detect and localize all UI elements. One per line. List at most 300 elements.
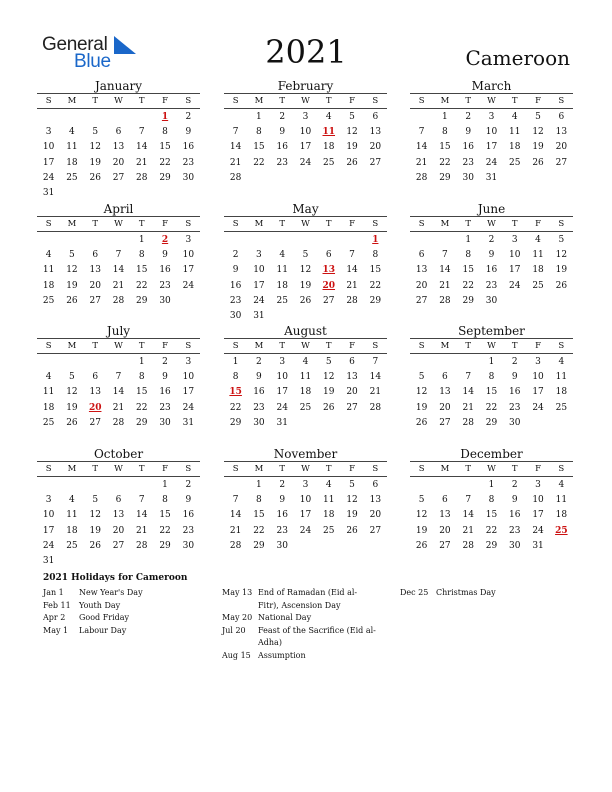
day-cell: 29 (369, 295, 382, 306)
day-cell: 16 (182, 142, 195, 153)
day-cell: 5 (92, 126, 99, 137)
empty-day-cell (130, 478, 153, 493)
week-row (410, 355, 573, 370)
day-cell: 16 (159, 265, 171, 276)
day-cell: 25 (509, 157, 521, 168)
day-cell: 28 (229, 172, 242, 183)
weekday-header: S (418, 464, 425, 474)
holiday-day-cell: 25 (555, 525, 568, 536)
empty-day-cell (224, 233, 247, 248)
empty-day-cell (317, 171, 340, 186)
day-cell: 22 (462, 280, 474, 291)
day-cell: 29 (159, 172, 171, 183)
empty-day-cell (107, 186, 130, 201)
day-cell: 19 (299, 280, 312, 291)
day-cell: 3 (302, 479, 309, 490)
day-cell: 19 (346, 142, 358, 153)
day-cell: 14 (369, 371, 382, 382)
day-cell: 18 (66, 157, 78, 168)
weekday-header: S (45, 341, 52, 351)
week-row (224, 125, 387, 140)
empty-day-cell (247, 233, 270, 248)
day-cell: 6 (372, 111, 379, 122)
day-cell: 16 (276, 142, 288, 153)
weekday-header: S (372, 219, 379, 229)
day-cell: 25 (66, 540, 78, 551)
day-cell: 6 (372, 479, 379, 490)
weekday-header-row (37, 216, 200, 232)
holiday-day-cell: 1 (372, 234, 379, 245)
day-cell: 15 (159, 510, 171, 521)
day-cell: 29 (159, 540, 171, 551)
day-cell: 13 (439, 510, 451, 521)
day-cell: 12 (415, 387, 428, 398)
weekday-header: M (254, 96, 264, 106)
week-row (224, 171, 387, 186)
holiday-name: Feast of the Sacrifice (Eid al-Adha) (258, 625, 376, 647)
week-row (410, 279, 573, 294)
day-cell: 19 (323, 387, 335, 398)
day-cell: 13 (369, 126, 382, 137)
day-cell: 29 (229, 417, 242, 428)
week-row (224, 416, 387, 431)
day-cell: 6 (115, 494, 122, 505)
day-cell: 13 (89, 265, 101, 276)
week-row (224, 233, 387, 248)
empty-day-cell (294, 416, 317, 431)
day-cell: 23 (159, 280, 171, 291)
weekday-header-row (410, 216, 573, 232)
day-cell: 15 (159, 142, 171, 153)
day-cell: 25 (42, 295, 55, 306)
day-cell: 25 (555, 402, 568, 413)
day-cell: 26 (532, 157, 544, 168)
day-cell: 28 (346, 295, 358, 306)
day-cell: 8 (232, 371, 239, 382)
day-cell: 15 (369, 265, 382, 276)
day-cell: 8 (442, 126, 448, 137)
day-cell: 23 (229, 295, 242, 306)
week-row (224, 524, 387, 539)
day-cell: 4 (325, 479, 332, 490)
day-cell: 9 (465, 126, 472, 137)
day-cell: 24 (532, 525, 544, 536)
day-cell: 10 (42, 510, 55, 521)
day-cell: 18 (323, 510, 335, 521)
weekday-header-row (410, 338, 573, 354)
day-cell: 26 (66, 417, 78, 428)
empty-day-cell (84, 355, 107, 370)
day-cell: 14 (462, 510, 474, 521)
day-cell: 26 (346, 525, 358, 536)
day-cell: 6 (115, 126, 122, 137)
weekday-header: F (349, 464, 355, 474)
day-cell: 16 (159, 387, 171, 398)
weekday-header: T (511, 464, 518, 474)
day-cell: 15 (485, 510, 498, 521)
holiday-column (222, 587, 377, 662)
day-cell: 11 (42, 387, 55, 398)
week-row (37, 156, 200, 171)
empty-day-cell (60, 110, 83, 125)
weekday-header: S (558, 219, 565, 229)
day-cell: 14 (229, 510, 242, 521)
day-cell: 16 (485, 265, 498, 276)
holiday-name: New Year's Day (79, 588, 143, 597)
day-cell: 11 (276, 265, 288, 276)
weekday-header: M (440, 219, 450, 229)
day-cell: 5 (349, 111, 355, 122)
day-cell: 2 (465, 111, 472, 122)
day-cell: 10 (253, 265, 265, 276)
week-row (37, 478, 200, 493)
day-cell: 10 (276, 371, 288, 382)
day-cell: 20 (369, 510, 382, 521)
day-cell: 2 (185, 111, 192, 122)
weekday-header-row (410, 93, 573, 109)
day-cell: 31 (253, 311, 265, 322)
day-cell: 14 (112, 387, 125, 398)
day-cell: 29 (462, 295, 474, 306)
holiday-day-cell: 1 (161, 111, 169, 122)
weekday-header: S (372, 96, 379, 106)
weekday-header: S (558, 96, 565, 106)
empty-day-cell (317, 309, 340, 324)
day-cell: 29 (136, 295, 148, 306)
empty-day-cell (364, 416, 387, 431)
day-cell: 14 (136, 510, 148, 521)
day-cell: 27 (439, 417, 451, 428)
day-cell: 26 (346, 157, 358, 168)
day-cell: 18 (299, 387, 312, 398)
empty-day-cell (433, 478, 456, 493)
weekday-header: W (301, 341, 310, 351)
day-cell: 31 (42, 188, 55, 199)
day-cell: 17 (299, 510, 312, 521)
week-row (37, 233, 200, 248)
empty-day-cell (60, 355, 83, 370)
day-cell: 20 (439, 402, 451, 413)
day-cell: 31 (485, 172, 498, 183)
day-cell: 4 (69, 126, 75, 137)
day-cell: 16 (182, 510, 195, 521)
day-cell: 19 (346, 510, 358, 521)
day-cell: 4 (69, 494, 75, 505)
day-cell: 23 (276, 525, 288, 536)
empty-day-cell (130, 554, 153, 569)
day-cell: 14 (229, 142, 242, 153)
day-cell: 19 (555, 265, 568, 276)
empty-day-cell (107, 233, 130, 248)
day-cell: 29 (136, 417, 148, 428)
day-cell: 5 (349, 479, 355, 490)
week-row (224, 309, 387, 324)
day-cell: 24 (276, 402, 288, 413)
empty-day-cell (247, 171, 270, 186)
holiday-column (400, 587, 540, 600)
day-cell: 12 (346, 494, 358, 505)
day-cell: 17 (42, 157, 55, 168)
day-cell: 23 (462, 157, 474, 168)
weekday-header-row (37, 338, 200, 354)
day-cell: 8 (162, 126, 168, 137)
empty-day-cell (294, 539, 317, 554)
day-cell: 20 (555, 142, 568, 153)
day-cell: 3 (185, 356, 192, 367)
day-cell: 27 (346, 402, 358, 413)
week-row (37, 125, 200, 140)
day-cell: 21 (136, 525, 148, 536)
day-cell: 30 (182, 172, 195, 183)
holiday-date: Jan 1 (43, 588, 64, 597)
day-cell: 11 (66, 510, 78, 521)
day-cell: 22 (136, 280, 148, 291)
weekday-header: T (92, 464, 99, 474)
page-title-year: 2021 (265, 33, 347, 71)
holiday-item (400, 587, 540, 600)
empty-day-cell (457, 355, 480, 370)
empty-day-cell (526, 416, 549, 431)
day-cell: 7 (442, 249, 448, 260)
day-cell: 13 (89, 387, 101, 398)
day-cell: 18 (276, 280, 288, 291)
month-december (410, 447, 573, 553)
weekday-header: T (279, 219, 286, 229)
day-cell: 26 (66, 295, 78, 306)
month-title: October (93, 447, 144, 461)
day-cell: 20 (369, 142, 382, 153)
day-cell: 3 (45, 126, 52, 137)
day-cell: 15 (253, 510, 265, 521)
empty-day-cell (37, 110, 60, 125)
weekday-header: S (232, 341, 239, 351)
day-cell: 3 (511, 234, 518, 245)
empty-day-cell (177, 186, 200, 201)
day-cell: 13 (369, 494, 382, 505)
empty-day-cell (60, 478, 83, 493)
day-cell: 5 (325, 356, 332, 367)
weekday-header: W (487, 219, 496, 229)
week-row (224, 279, 387, 294)
month-october (37, 447, 200, 569)
day-cell: 12 (89, 142, 101, 153)
day-cell: 28 (112, 417, 125, 428)
month-april (37, 202, 200, 308)
day-cell: 28 (229, 540, 242, 551)
empty-day-cell (410, 110, 433, 125)
empty-day-cell (550, 416, 573, 431)
day-cell: 23 (253, 402, 265, 413)
holiday-item (222, 625, 377, 650)
empty-day-cell (317, 416, 340, 431)
empty-day-cell (410, 355, 433, 370)
week-row (37, 493, 200, 508)
day-cell: 15 (136, 265, 148, 276)
day-cell: 14 (112, 265, 125, 276)
day-cell: 22 (485, 402, 498, 413)
day-cell: 10 (182, 249, 195, 260)
week-row (224, 508, 387, 523)
holiday-day-cell: 11 (322, 126, 336, 137)
holiday-item (43, 612, 208, 625)
day-cell: 1 (256, 479, 262, 490)
day-cell: 25 (42, 417, 55, 428)
holiday-name: Youth Day (79, 600, 121, 610)
day-cell: 28 (415, 172, 428, 183)
week-row (224, 493, 387, 508)
month-title: September (458, 324, 525, 338)
day-cell: 20 (112, 525, 125, 536)
day-cell: 6 (442, 494, 448, 505)
month-title: December (460, 447, 523, 461)
empty-day-cell (364, 171, 387, 186)
month-title: May (292, 202, 319, 216)
day-cell: 10 (299, 126, 312, 137)
empty-day-cell (177, 554, 200, 569)
week-row (37, 110, 200, 125)
day-cell: 14 (136, 142, 148, 153)
week-row (224, 110, 387, 125)
day-cell: 9 (511, 371, 518, 382)
week-row (37, 294, 200, 309)
day-cell: 18 (555, 387, 568, 398)
week-row (224, 385, 387, 400)
weekday-header: S (185, 96, 192, 106)
empty-day-cell (433, 355, 456, 370)
day-cell: 22 (369, 280, 382, 291)
empty-day-cell (37, 355, 60, 370)
day-cell: 7 (232, 494, 239, 505)
empty-day-cell (364, 539, 387, 554)
day-cell: 2 (162, 356, 168, 367)
day-cell: 7 (418, 126, 425, 137)
day-cell: 11 (299, 371, 312, 382)
empty-day-cell (364, 309, 387, 324)
empty-day-cell (410, 233, 433, 248)
weekday-header: S (372, 341, 379, 351)
weekday-header: W (114, 219, 123, 229)
day-cell: 22 (159, 525, 171, 536)
empty-day-cell (294, 171, 317, 186)
weekday-header: T (92, 341, 99, 351)
weekday-header: S (45, 219, 52, 229)
week-row (37, 416, 200, 431)
weekday-header: S (185, 219, 192, 229)
day-cell: 16 (509, 387, 521, 398)
day-cell: 24 (253, 295, 265, 306)
weekday-header: T (511, 96, 518, 106)
day-cell: 5 (302, 249, 309, 260)
weekday-header-row (410, 461, 573, 477)
day-cell: 5 (69, 371, 75, 382)
day-cell: 1 (488, 479, 495, 490)
day-cell: 23 (485, 280, 498, 291)
day-cell: 27 (323, 295, 335, 306)
week-row (410, 370, 573, 385)
day-cell: 12 (532, 126, 544, 137)
day-cell: 26 (555, 280, 568, 291)
day-cell: 28 (439, 295, 451, 306)
weekday-header: T (279, 96, 286, 106)
weekday-header: W (487, 96, 496, 106)
day-cell: 9 (232, 265, 239, 276)
day-cell: 25 (299, 402, 312, 413)
day-cell: 12 (555, 249, 568, 260)
day-cell: 13 (346, 371, 358, 382)
day-cell: 21 (136, 157, 148, 168)
day-cell: 9 (279, 126, 286, 137)
day-cell: 19 (89, 157, 101, 168)
day-cell: 26 (89, 172, 101, 183)
month-november (224, 447, 387, 553)
holiday-date: Aug 15 (222, 650, 251, 660)
day-cell: 7 (138, 126, 145, 137)
day-cell: 25 (323, 525, 335, 536)
week-row (410, 478, 573, 493)
week-row (37, 279, 200, 294)
empty-day-cell (153, 554, 176, 569)
week-row (410, 110, 573, 125)
day-cell: 1 (465, 234, 472, 245)
day-cell: 1 (256, 111, 262, 122)
day-cell: 22 (253, 525, 265, 536)
week-row (410, 248, 573, 263)
week-row (410, 524, 573, 539)
day-cell: 21 (462, 402, 474, 413)
day-cell: 25 (276, 295, 288, 306)
weekday-header: M (440, 464, 450, 474)
day-cell: 15 (485, 387, 498, 398)
empty-day-cell (271, 233, 294, 248)
holiday-day-cell: 20 (88, 402, 102, 413)
day-cell: 27 (89, 295, 101, 306)
day-cell: 3 (185, 234, 192, 245)
day-cell: 25 (532, 280, 544, 291)
weekday-header: F (162, 219, 168, 229)
holiday-date: Dec 25 (400, 588, 429, 597)
holiday-name: Good Friday (79, 613, 130, 622)
day-cell: 29 (439, 172, 451, 183)
empty-day-cell (550, 539, 573, 554)
weekday-header: T (465, 341, 472, 351)
holiday-day-cell: 13 (322, 265, 336, 276)
month-may (224, 202, 387, 324)
day-cell: 8 (372, 249, 379, 260)
day-cell: 17 (276, 387, 288, 398)
day-cell: 14 (415, 142, 428, 153)
day-cell: 26 (415, 540, 428, 551)
holiday-name: Assumption (258, 650, 306, 660)
holiday-date: Feb 11 (43, 600, 71, 610)
weekday-header: T (138, 219, 145, 229)
day-cell: 17 (253, 280, 265, 291)
month-title: April (103, 202, 134, 216)
day-cell: 30 (276, 540, 288, 551)
month-title: August (284, 324, 327, 338)
month-march (410, 79, 573, 185)
day-cell: 29 (485, 540, 498, 551)
day-cell: 1 (232, 356, 239, 367)
weekday-header: T (325, 96, 332, 106)
weekday-header: F (349, 219, 355, 229)
holiday-item (43, 600, 208, 613)
empty-day-cell (550, 171, 573, 186)
day-cell: 23 (182, 157, 195, 168)
weekday-header: M (67, 96, 77, 106)
day-cell: 21 (346, 280, 358, 291)
day-cell: 8 (162, 494, 168, 505)
day-cell: 28 (462, 540, 474, 551)
